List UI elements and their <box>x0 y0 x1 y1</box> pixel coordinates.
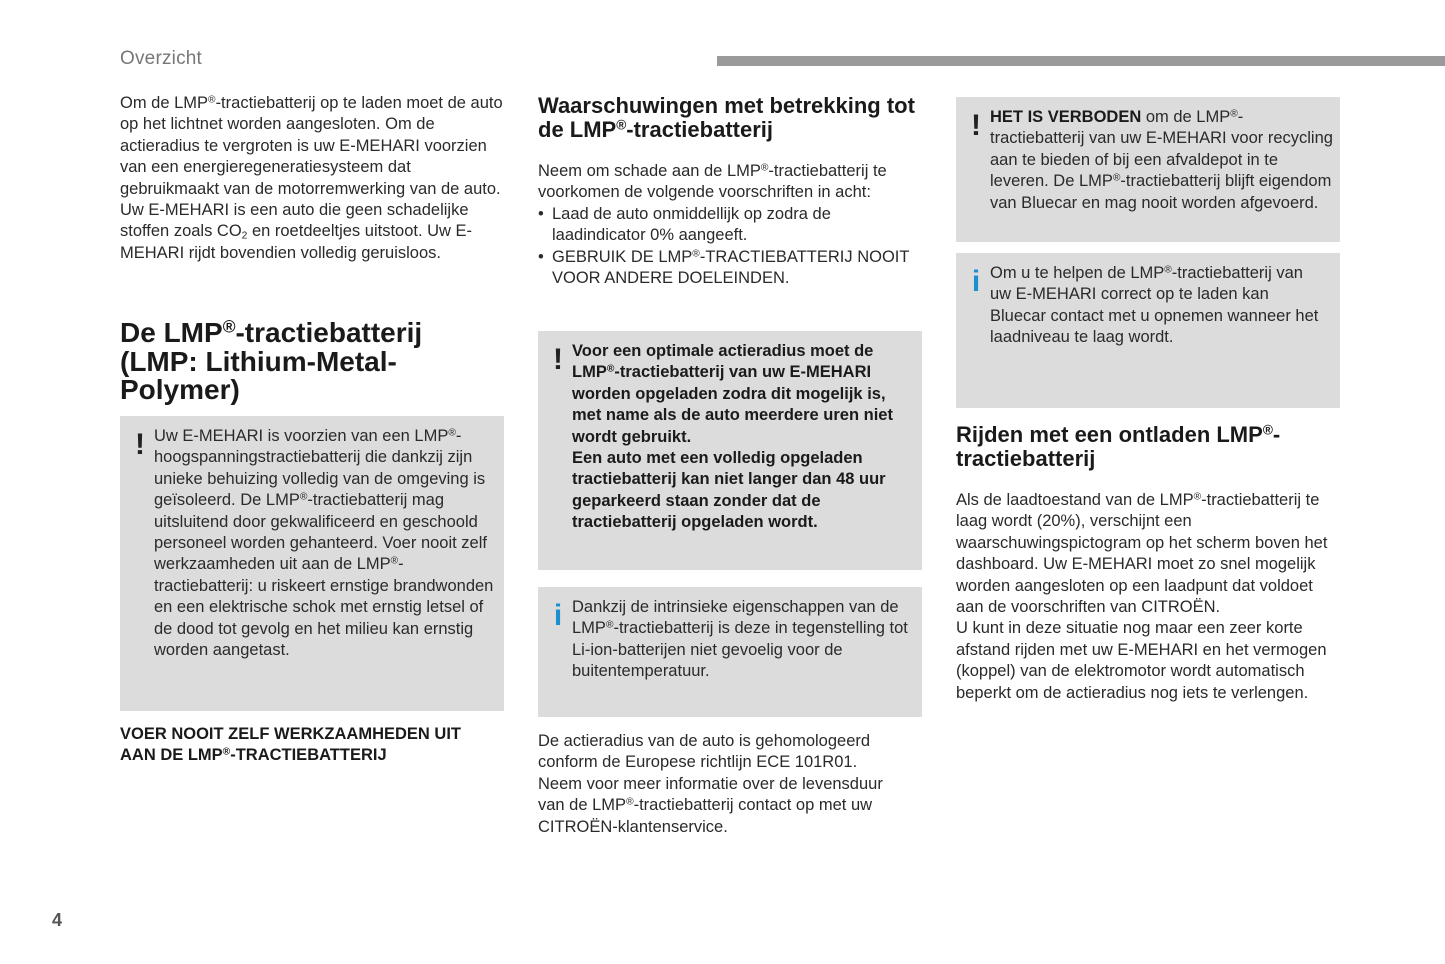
registered-mark: ® <box>1262 422 1273 438</box>
col1-heading: De LMP®-tractiebatterij (LMP: Lithium-Metal-Polymer) <box>120 316 423 405</box>
col2-outro: De actieradius van de auto is gehomologeerd conform de Europese richtlijn ECE 101R01. Neem voor meer informatie over de levensduur van de LMP®-tractiebatterij contact op met uw CITROËN-klantenservice. <box>538 732 883 836</box>
registered-mark: ® <box>222 316 236 337</box>
registered-mark: ® <box>1164 264 1172 276</box>
warning-text: Uw E-MEHARI is voorzien van een LMP®-hoogspanningstractiebatterij die dankzij zijn unieke behuizing volledig van de omgeving is geïsoleerd. De LMP®-tractiebatterij mag uitsluitend door gekwalificeerd en geschoold personeel worden gehanteerd. Voer nooit zelf werkzaamheden uit aan de LMP®-tractiebatterij: u riskeert ernstige brandwonden en een elektrische schok met ernstig letsel of de dood tot gevolg en het milieu kan ernstig worden aangetast. <box>154 427 494 660</box>
col2-intro: Neem om schade aan de LMP®-tractiebatterij te voorkomen de volgende voorschriften in acht: • Laad de auto onmiddellijk op zodra de laadindicator 0% aangeeft. • GEBRUIK DE LMP®-TRACTIEBATTERIJ NOOIT VOOR ANDERE DOELEINDEN. <box>538 161 918 289</box>
info-icon: i <box>971 265 981 298</box>
info-text: Om u te helpen de LMP®-tractiebatterij van uw E-MEHARI correct op te laden kan Bluecar contact met u opnemen wanneer het laadniveau te laag wordt. <box>990 264 1319 347</box>
registered-mark: ® <box>222 746 231 758</box>
col1-warning-box <box>120 416 504 711</box>
col2-warning-box <box>538 331 922 570</box>
warning-icon: ! <box>971 109 981 142</box>
page-number: 4 <box>52 910 63 930</box>
col3-info-box <box>956 253 1340 408</box>
registered-mark: ® <box>606 363 615 375</box>
warning-text: HET IS VERBODEN om de LMP®-tractiebatterij van uw E-MEHARI voor recycling aan te bieden of bij een afvaldepot in te leveren. De LMP®-tractiebatterij blijft eigendom van Bluecar en mag nooit worden afgevoerd. <box>990 108 1333 212</box>
header-bar <box>717 56 1445 66</box>
col2-info-box <box>538 587 922 717</box>
col3-warning-box <box>956 97 1340 242</box>
registered-mark: ® <box>390 555 399 567</box>
registered-mark: ® <box>1230 108 1238 120</box>
registered-mark: ® <box>692 248 700 259</box>
list-item: • Laad de auto onmiddellijk op zodra de laadindicator 0% aangeeft. <box>538 204 918 247</box>
registered-mark: ® <box>616 117 627 133</box>
registered-mark: ® <box>1193 491 1202 503</box>
registered-mark: ® <box>605 619 614 631</box>
warning-icon: ! <box>553 343 563 376</box>
col1-caps-note: VOER NOOIT ZELF WERKZAAMHEDEN UIT AAN DE LMP®-TRACTIEBATTERIJ <box>120 725 461 765</box>
warning-icon: ! <box>135 428 145 461</box>
col3-heading: Rijden met een ontladen LMP®-tractiebatterij <box>956 422 1281 471</box>
registered-mark: ® <box>448 427 456 439</box>
intro-text: en roetdeeltjes uitstoot. Uw E-MEHARI rijdt bovendien volledig geruisloos. <box>120 222 473 262</box>
col1-intro <box>120 93 505 264</box>
registered-mark: ® <box>208 94 216 106</box>
registered-mark: ® <box>1112 172 1121 184</box>
intro-text: Om de LMP <box>120 94 209 112</box>
list-item: • GEBRUIK DE LMP®-TRACTIEBATTERIJ NOOIT VOOR ANDERE DOELEINDEN. <box>538 247 918 290</box>
registered-mark: ® <box>299 491 308 503</box>
col2-heading: Waarschuwingen met betrekking tot de LMP®-tractiebatterij <box>538 93 915 142</box>
intro-text: -tractiebatterij op te laden moet de auto op het lichtnet worden aangesloten. Om de actieradius te vergroten is uw E-MEHARI voorzien van een energieregeneratiesysteem dat gebruikmaakt van de motorremwerking van de auto. Uw E-MEHARI is een auto die geen schadelijke stoffen zoals CO <box>120 94 503 241</box>
info-text: Dankzij de intrinsieke eigenschappen van de LMP®-tractiebatterij is deze in tegenstelling tot Li-ion-batterijen niet gevoelig voor de buitentemperatuur. <box>572 598 908 681</box>
info-icon: i <box>553 599 563 632</box>
registered-mark: ® <box>626 796 634 808</box>
subscript: 2 <box>241 230 248 242</box>
warning-text: Voor een optimale actieradius moet de LMP®-tractiebatterij van uw E-MEHARI worden opgeladen zodra dit mogelijk is, met name als de auto meerdere uren niet wordt gebruikt. Een auto met een volledig opgeladen tractiebatterij kan niet langer dan 48 uur geparkeerd staan zonder dat de tractiebatterij opgeladen wordt. <box>572 342 893 532</box>
col3-body: Als de laadtoestand van de LMP®-tractiebatterij te laag wordt (20%), verschijnt een waarschuwingspictogram op het scherm boven het dashboard. Uw E-MEHARI moet zo snel mogelijk worden aangesloten op een laadpunt dat voldoet aan de voorschriften van CITROËN. U kunt in deze situatie nog maar een zeer korte afstand rijden met uw E-MEHARI en het vermogen (koppel) van de elektromotor wordt automatisch beperkt om de actieradius nog iets te verlengen. <box>956 491 1328 702</box>
registered-mark: ® <box>760 162 769 174</box>
section-title: Overzicht <box>120 48 203 69</box>
